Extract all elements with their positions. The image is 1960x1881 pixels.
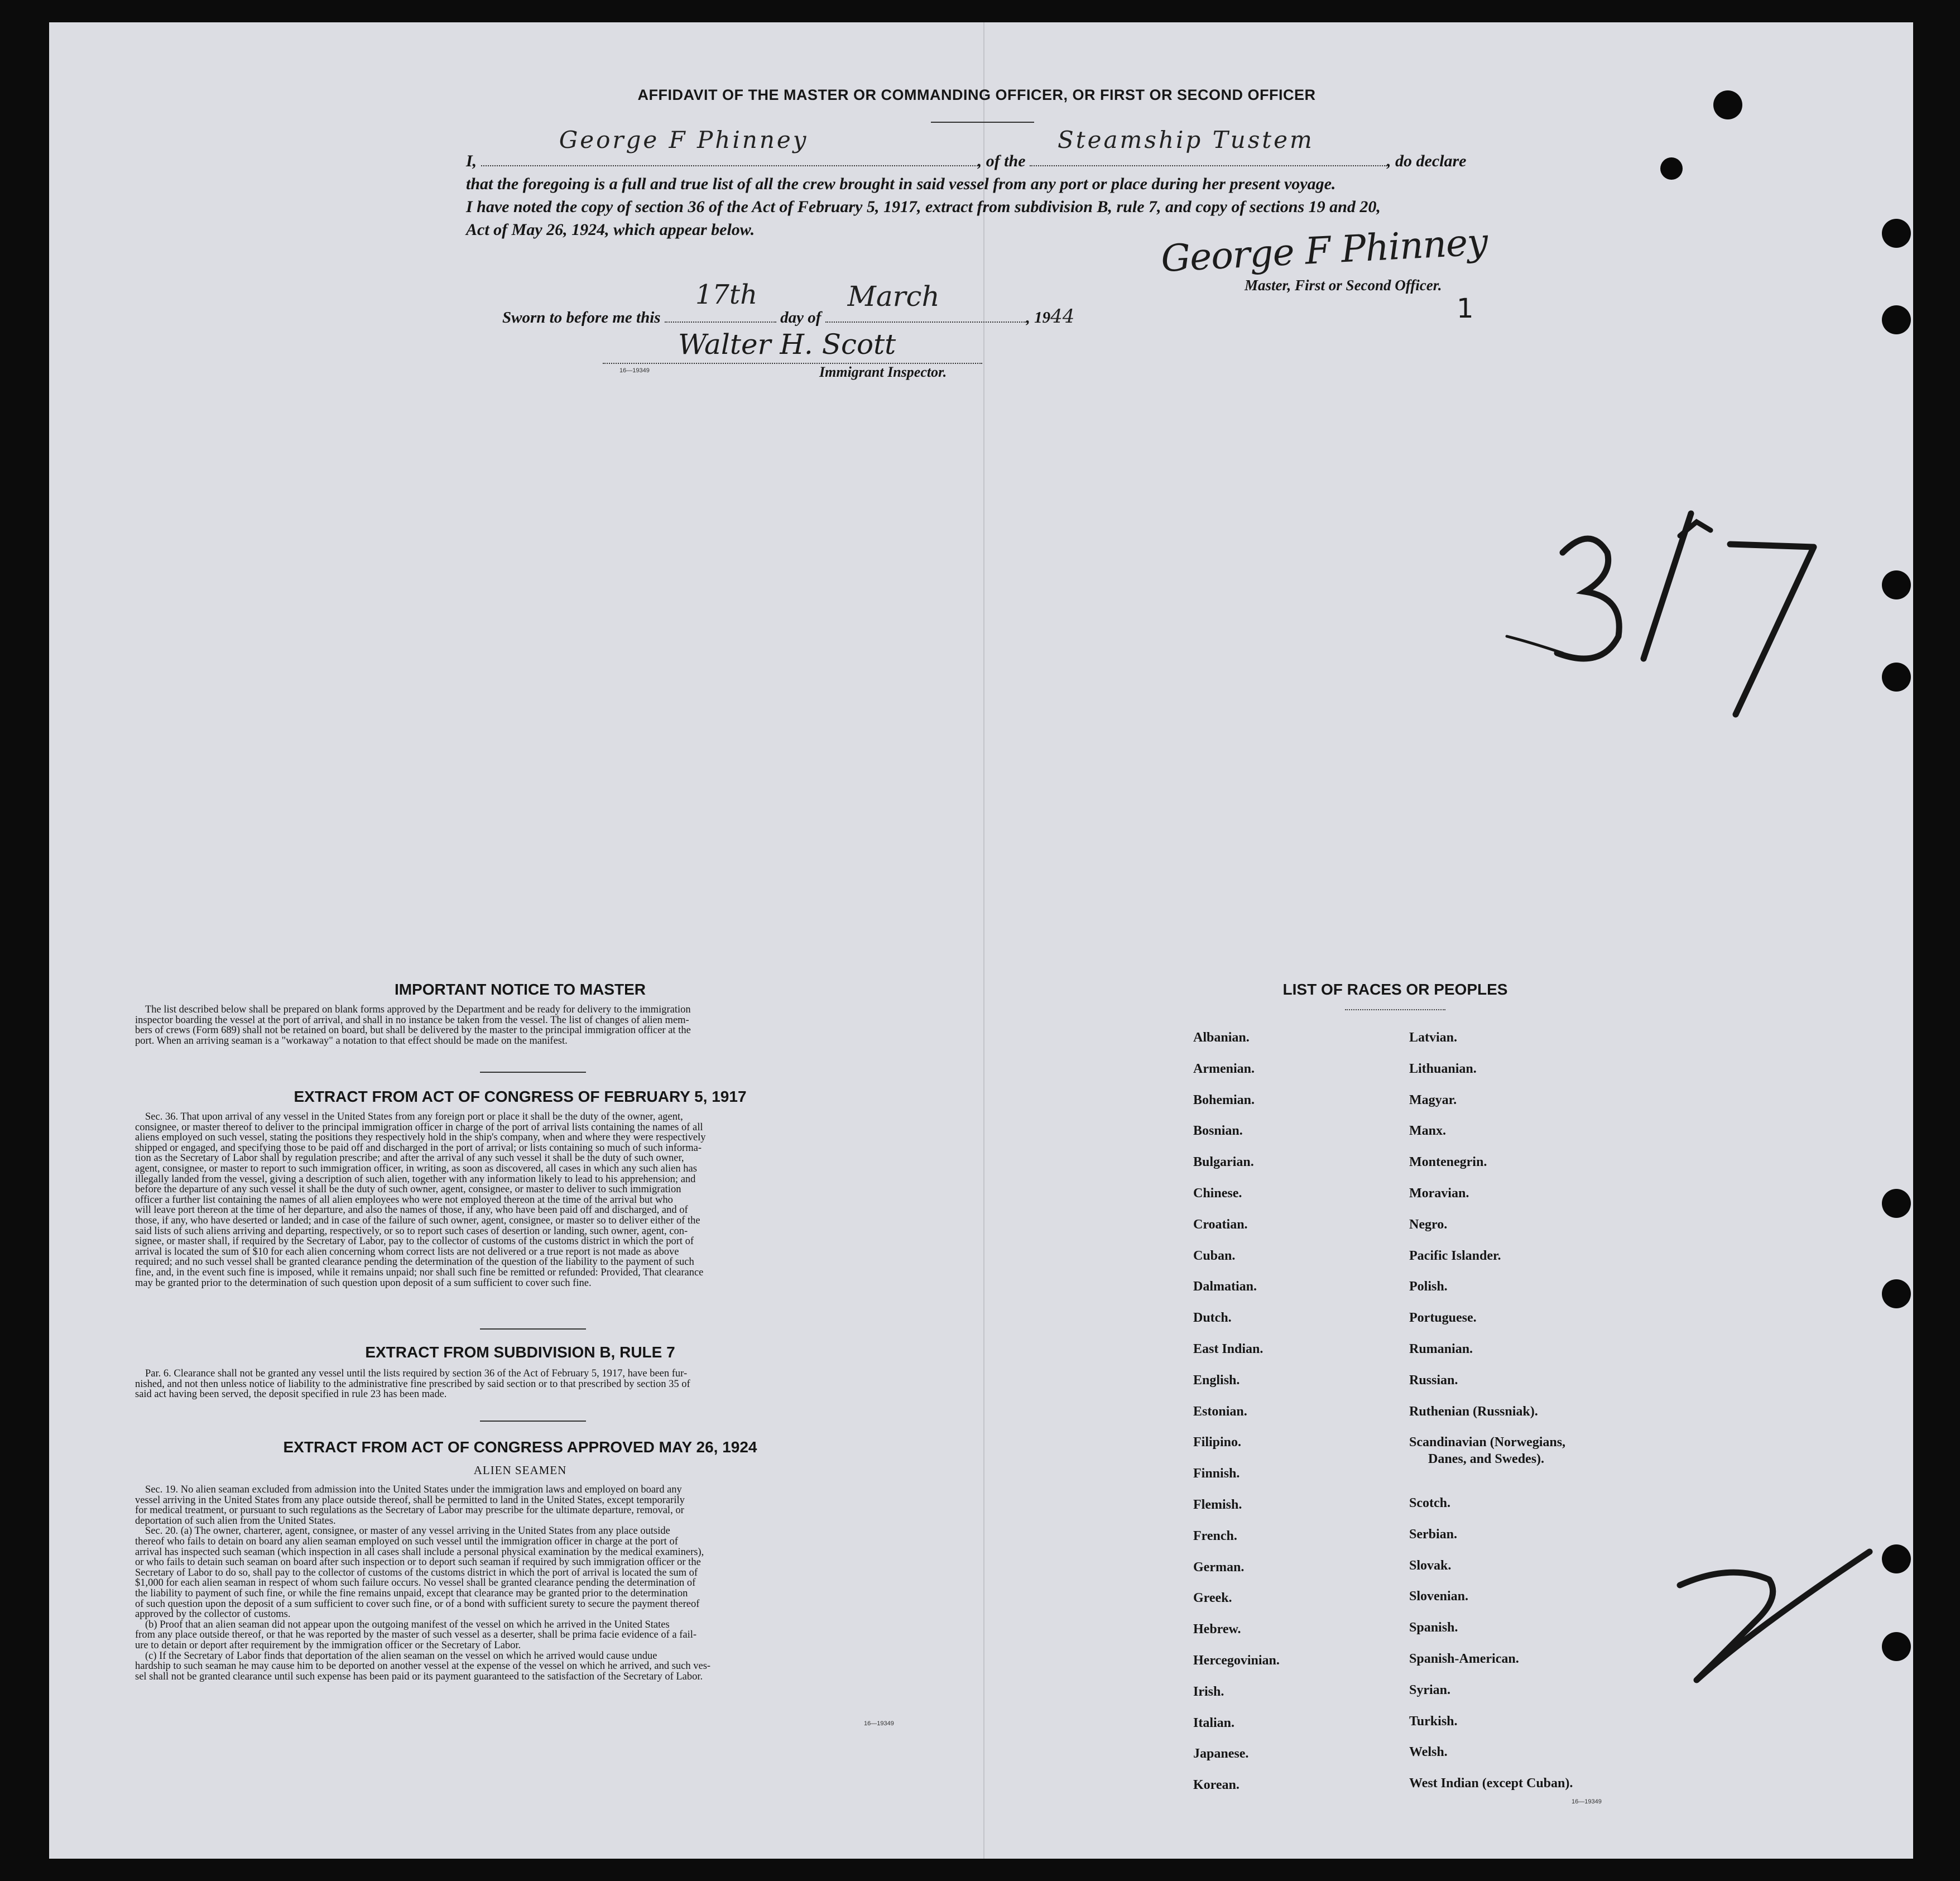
punch-hole — [1882, 663, 1911, 692]
extract-1917-line: will leave port thereon at the time of her departure, and also the names of those, if any, who have been paid off and discharged, and of — [135, 1205, 688, 1216]
race-item: Bulgarian. — [1193, 1155, 1254, 1170]
punch-hole — [1660, 157, 1683, 180]
extract-rule7-body — [135, 1369, 924, 1400]
extract-1917-line: required; and no such vessel shall be granted clearance pending the determination of the question of the liability to the payment of such — [135, 1256, 694, 1268]
race-item: Italian. — [1193, 1715, 1235, 1730]
race-item: Finnish. — [1193, 1466, 1240, 1481]
race-item: Spanish-American. — [1409, 1652, 1519, 1666]
extract-1917-line: officer a further list containing the names of all alien employees who were not employed thereon at the time of the arrival but who — [135, 1194, 673, 1206]
punch-hole — [1882, 570, 1911, 599]
punch-hole — [1882, 1279, 1911, 1308]
race-item: Latvian. — [1409, 1030, 1458, 1045]
of-the-label: , of the — [977, 152, 1026, 170]
tick-mark: 1 — [1457, 293, 1474, 324]
extract-1924-line: the liability to payment of such fine, or while the fine remains unpaid, except that clearance may be granted prior to the determination — [135, 1587, 688, 1599]
extract-1924-line: $1,000 for each alien seaman in respect of whom such failure occurs. No vessel shall be granted clearance pending the determination of — [135, 1577, 696, 1589]
extract-rule7-line: Par. 6. Clearance shall not be granted any vessel until the lists required by section 36 of the Act of February 5, 1917, have been fur- — [145, 1368, 688, 1379]
extract-1917-title: EXTRACT FROM ACT OF CONGRESS OF FEBRUARY 5, 1917 — [294, 1088, 747, 1105]
year-prefix: , 19 — [1026, 309, 1051, 327]
race-item: Serbian. — [1409, 1527, 1458, 1542]
extract-1917-line: Sec. 36. That upon arrival of any vessel in the United States from any foreign port or place it shall be the duty of the owner, agent, — [145, 1111, 683, 1122]
signature-caption: Master, First or Second Officer. — [1245, 277, 1442, 294]
race-item: English. — [1193, 1373, 1240, 1388]
extract-1924-line: Secretary of Labor to do so, shall pay to the collector of customs of the customs district in which the port of arrival is located the sum of — [135, 1567, 698, 1578]
notice-body — [135, 1005, 924, 1046]
extract-1917-line: fine, and, in the event such fine is imposed, while it remains unpaid; nor shall such fine be remitted or refunded: Provided, That clearance — [135, 1266, 704, 1278]
extract-rule7-line: said act having been served, the deposit specified in rule 23 has been made. — [135, 1389, 447, 1400]
declaration-line-3: I have noted the copy of section 36 of the Act of February 5, 1917, extract from subdivision B, rule 7, and copy of sections 19 and 20, — [466, 198, 1381, 216]
affidavit-form-number: 16—19349 — [619, 367, 650, 374]
officer-name-field — [481, 126, 978, 166]
notice-line: bers of crews (Form 689) shall not be retained on board, but shall be delivered by the master to the principal immigration officer at the — [135, 1025, 691, 1037]
extract-1917-line: aliens employed on such vessel, stating the positions they respectively hold in the ship's company, when and where they were respectively — [135, 1132, 706, 1144]
extract-1924-line: from any place outside thereof, or that he was reported by the master of such vessel as a deserter, shall be prima facie evidence of a fail- — [135, 1629, 697, 1641]
inspector-signature: Walter H. Scott — [678, 328, 896, 361]
extract-1924-line: approved by the collector of customs. — [135, 1609, 291, 1620]
race-item: Welsh. — [1409, 1745, 1448, 1760]
extract-1917-line: said lists of such aliens arriving and departing, respectively, or so to report such cases of desertion or landing, such owner, agent, con- — [135, 1225, 688, 1237]
race-item: Chinese. — [1193, 1186, 1242, 1201]
declaration-line-1 — [466, 126, 1504, 172]
sworn-year: 44 — [1050, 305, 1075, 328]
race-item: Dutch. — [1193, 1311, 1232, 1326]
section-rule — [480, 1421, 586, 1422]
sworn-prefix: Sworn to before me this — [502, 309, 661, 327]
vessel-name: Steamship Tustem — [1058, 126, 1314, 153]
extract-1924-line: arrival has inspected such seaman (which inspection in all cases shall include a personal physical examination by the medical examiners), — [135, 1546, 704, 1558]
i-prefix: I, — [466, 152, 477, 170]
race-item: Estonian. — [1193, 1404, 1247, 1419]
punch-hole — [1882, 219, 1911, 248]
race-item: Pacific Islander. — [1409, 1248, 1501, 1263]
extract-1917-line: agent, consignee, or master to report to such immigration officer, in writing, as soon as discovered, all cases in which any such alien has — [135, 1163, 697, 1174]
extract-1924-line: ure to detain or deport after requirement by the immigration officer or the Secretary of Labor. — [135, 1639, 521, 1651]
race-item: German. — [1193, 1559, 1245, 1575]
notice-line: port. When an arriving seaman is a "workaway" a notation to that effect should be made on the manifest. — [135, 1035, 568, 1047]
races-form-number: 16—19349 — [1572, 1798, 1602, 1805]
race-item: Bohemian. — [1193, 1092, 1255, 1107]
extract-form-number: 16—19349 — [864, 1720, 894, 1727]
extract-1924-line: deportation of such alien from the United States. — [135, 1515, 336, 1527]
punch-hole — [1882, 1189, 1911, 1218]
race-item: Spanish. — [1409, 1620, 1458, 1635]
race-item: West Indian (except Cuban). — [1409, 1776, 1573, 1791]
extract-1924-line: thereof who fails to detain on board any alien seaman employed on such vessel until the immigration officer in charge at the port of — [135, 1535, 678, 1547]
race-item: Lithuanian. — [1409, 1061, 1477, 1076]
notice-line: The list described below shall be prepared on blank forms approved by the Department and be ready for delivery to the immigration — [145, 1004, 691, 1015]
affidavit-title: AFFIDAVIT OF THE MASTER OR COMMANDING OFFICER, OR FIRST OR SECOND OFFICER — [637, 87, 1316, 103]
extract-1924-subtitle: ALIEN SEAMEN — [473, 1463, 567, 1477]
number-mark-2 — [1663, 1541, 1886, 1686]
notice-line: inspector boarding the vessel at the port of arrival, and shall in no instance be taken from the vessel. The list of changes of alien mem- — [135, 1014, 689, 1026]
master-signature: George F Phinney — [1160, 220, 1489, 281]
extract-1917-line: shipped or engaged, and specifying those to be paid off and discharged in the port of arrival; or lists containing so much of such informa- — [135, 1142, 702, 1154]
race-item: Scotch. — [1409, 1496, 1450, 1510]
race-item: Negro. — [1409, 1217, 1448, 1232]
race-item: Armenian. — [1193, 1061, 1255, 1076]
extract-1924-body — [135, 1485, 924, 1682]
extract-1924-line: (c) If the Secretary of Labor finds that deportation of the alien seaman on the vessel on which he arrived would cause undue — [145, 1650, 657, 1662]
race-item: Portuguese. — [1409, 1311, 1477, 1326]
declaration-line-2: that the foregoing is a full and true list of all the crew brought in said vessel from any port or place during her present voyage. — [466, 175, 1336, 193]
section-rule — [480, 1328, 586, 1330]
race-item: Cuban. — [1193, 1248, 1236, 1263]
extract-1917-line: signee, or master shall, if required by the Secretary of Labor, pay to the collector of customs of the customs district in which the port of — [135, 1236, 694, 1247]
race-item: Scandinavian (Norwegians, — [1409, 1435, 1566, 1450]
extract-rule7-line: nished, and not then unless notice of liability to the administrative fine prescribed by said section or to that prescribed by section 35 of — [135, 1378, 690, 1390]
race-item-continuation: Danes, and Swedes). — [1428, 1452, 1545, 1467]
officer-name: George F Phinney — [559, 126, 809, 153]
extract-1917-line: arrival is located the sum of $10 for each alien concerning whom correct lists are not delivered or a true report is not made as above — [135, 1246, 679, 1258]
extract-1924-line: vessel arriving in the United States from any place outside thereof, shall be permitted to land in the United States, except temporarily — [135, 1494, 685, 1506]
race-item: Slovenian. — [1409, 1589, 1469, 1604]
extract-1917-line: consignee, or master thereof to deliver to the principal immigration officer in charge of the port of arrival lists containing the names of all — [135, 1121, 703, 1133]
extract-1917-line: illegally landed from the vessel, giving a description of such alien, together with any information likely to lead to his apprehension; and — [135, 1173, 696, 1185]
race-item: Moravian. — [1409, 1186, 1469, 1201]
extract-1917-line: tion as the Secretary of Labor shall by regulation prescribe; and after the arrival of any such vessel it shall be the duty of such owner, — [135, 1153, 684, 1164]
race-item: Hercegovinian. — [1193, 1653, 1280, 1668]
race-item: Korean. — [1193, 1778, 1240, 1793]
extract-1924-line: Sec. 20. (a) The owner, charterer, agent, consignee, or master of any vessel arriving in the United States from any place outside — [145, 1525, 670, 1537]
race-item: Russian. — [1409, 1373, 1458, 1388]
extract-1924-line: or who fails to detain such seaman on board after such inspection or to deport such seaman if required by such immigration officer or the — [135, 1557, 701, 1568]
sworn-day-field — [665, 279, 776, 323]
race-item: Croatian. — [1193, 1217, 1248, 1232]
races-title: LIST OF RACES OR PEOPLES — [1282, 981, 1508, 998]
race-item: Irish. — [1193, 1684, 1224, 1699]
race-item: Greek. — [1193, 1591, 1232, 1606]
race-item: Montenegrin. — [1409, 1155, 1487, 1170]
notice-title: IMPORTANT NOTICE TO MASTER — [394, 981, 646, 998]
page-fold — [983, 22, 984, 1859]
punch-hole — [1713, 90, 1742, 119]
extract-1917-line: those, if any, who have deserted or landed; and in case of the failure of such owner, agent, consignee, or master so to deliver either of the — [135, 1215, 700, 1226]
vessel-name-field — [1030, 126, 1387, 166]
extract-1924-line: hardship to such seaman he may cause him to be deported on another vessel at the expense of the vessel on which he arrived, and such ves- — [135, 1661, 711, 1672]
race-item: Rumanian. — [1409, 1342, 1473, 1356]
title-rule — [931, 122, 1034, 123]
race-item: Hebrew. — [1193, 1622, 1241, 1637]
race-item: Ruthenian (Russniak). — [1409, 1404, 1538, 1419]
sworn-day: 17th — [695, 279, 758, 310]
extract-1924-line: (b) Proof that an alien seaman did not appear upon the outgoing manifest of the vessel on which he arrived in the United States — [145, 1619, 670, 1630]
race-item: Syrian. — [1409, 1682, 1451, 1697]
affidavit-declaration — [466, 126, 1504, 241]
race-item: Polish. — [1409, 1279, 1448, 1294]
extract-rule7-title: EXTRACT FROM SUBDIVISION B, RULE 7 — [365, 1343, 675, 1361]
day-of-label: day of — [780, 309, 822, 327]
section-rule — [480, 1072, 586, 1073]
extract-1924-line: for medical treatment, or pursuant to such regulations as the Secretary of Labor may prescribe for the ultimate departure, removal, or — [135, 1505, 684, 1517]
races-left-column — [1193, 1030, 1405, 1801]
race-item: Flemish. — [1193, 1498, 1242, 1512]
inspector-caption: Immigrant Inspector. — [819, 364, 947, 380]
race-item: Manx. — [1409, 1124, 1446, 1139]
declaration-line-4: Act of May 26, 1924, which appear below. — [466, 220, 755, 239]
extract-1924-line: of such question upon the deposit of a sum sufficient to cover such fine, or of a bond with sufficient surety to secure the payment thereof — [135, 1598, 700, 1610]
sworn-line — [502, 279, 1075, 328]
extract-1924-line: Sec. 19. No alien seaman excluded from admission into the United States under the immigration laws and employed on board any — [145, 1484, 682, 1495]
extract-1924-line: sel shall not be granted clearance until such expense has been paid or its payment guaranteed to the satisfaction of the Secretary of Labor. — [135, 1671, 703, 1682]
race-item: Slovak. — [1409, 1558, 1452, 1573]
races-rule — [1345, 1009, 1445, 1010]
race-item: Dalmatian. — [1193, 1279, 1257, 1294]
date-mark-3-17 — [1496, 491, 1842, 726]
race-item: French. — [1193, 1528, 1237, 1543]
punch-hole — [1882, 305, 1911, 334]
races-right-column — [1409, 1030, 1688, 1801]
race-item: Filipino. — [1193, 1435, 1242, 1450]
race-item: Bosnian. — [1193, 1124, 1243, 1139]
race-item: Turkish. — [1409, 1714, 1458, 1729]
extract-1917-body — [135, 1112, 924, 1288]
sworn-month-field — [825, 280, 1026, 323]
extract-1924-title: EXTRACT FROM ACT OF CONGRESS APPROVED MAY 26, 1924 — [283, 1438, 757, 1456]
race-item: Magyar. — [1409, 1092, 1457, 1107]
race-item: East Indian. — [1193, 1342, 1264, 1356]
sworn-month: March — [847, 280, 940, 313]
extract-1917-line: before the departure of any such vessel it shall be the duty of such owner, agent, consignee, or master to deliver to such immigration — [135, 1184, 681, 1196]
extract-1917-line: may be granted prior to the determination of such question upon deposit of a sum sufficient to cover such fine. — [135, 1277, 592, 1289]
race-item: Albanian. — [1193, 1030, 1250, 1045]
do-declare-label: , do declare — [1387, 152, 1467, 170]
race-item: Japanese. — [1193, 1746, 1249, 1762]
